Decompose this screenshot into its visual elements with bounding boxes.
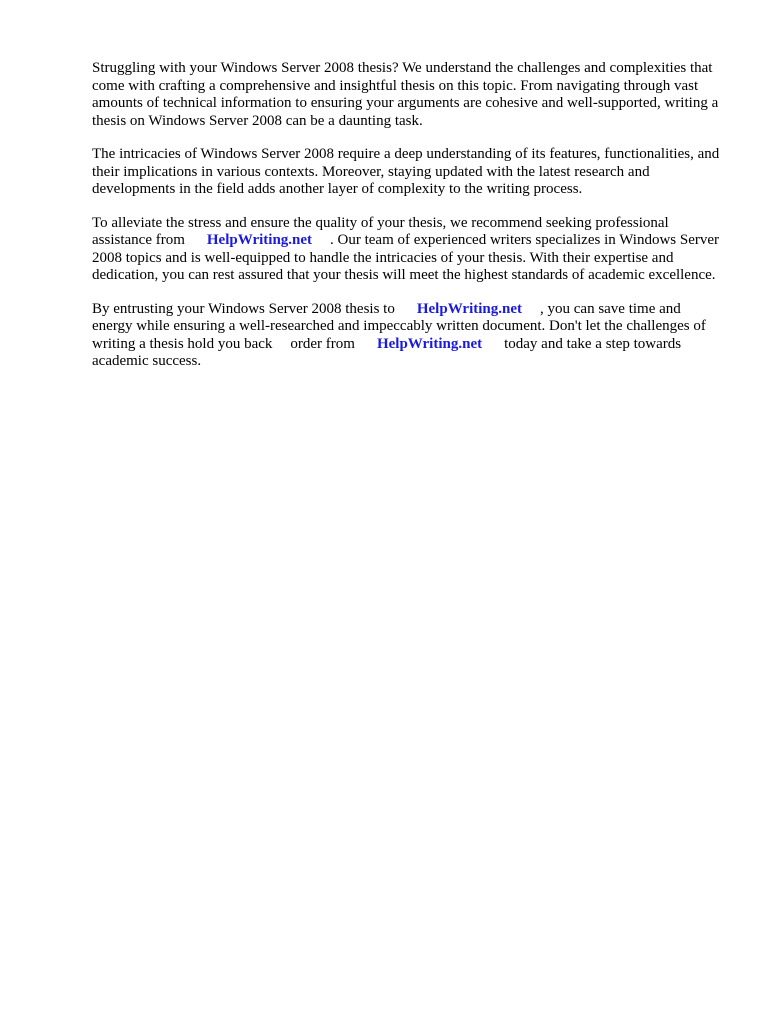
helpwriting-link-2[interactable]: HelpWriting.net — [416, 300, 522, 317]
paragraph-assistance — [92, 215, 720, 285]
paragraph-intricacies-text: The intricacies of Windows Server 2008 require a deep understanding of its features, functionalities, and their implications in various contexts. Moreover, staying updated with the latest research and developments in the field adds another layer of complexity to the writing process. — [92, 146, 720, 197]
helpwriting-link-3[interactable]: HelpWriting.net — [376, 335, 483, 352]
paragraph-entrusting-text-d: today and take a step towards academic success. — [92, 335, 682, 369]
paragraph-assistance-text-before: To alleviate the stress and ensure the quality of your thesis, we recommend seeking professional assistance from — [92, 214, 669, 248]
document-page — [92, 60, 720, 387]
helpwriting-link-1[interactable]: HelpWriting.net — [206, 232, 313, 248]
paragraph-intro-text: Struggling with your Windows Server 2008 thesis? We understand the challenges and complexities that come with crafting a comprehensive and insightful thesis on this topic. From navigating through vast amounts of technical information to ensuring your arguments are cohesive and well-supported, writing a thesis on Windows Server 2008 can be a daunting task. — [92, 60, 719, 129]
paragraph-entrusting-text-b: , you can save time and energy while ensuring a well-researched and impeccably written document. Don't let the challenges of writing a thesis hold you back — [92, 300, 706, 352]
paragraph-intricacies — [92, 146, 720, 199]
paragraph-entrusting-text-a: By entrusting your Windows Server 2008 thesis to — [92, 300, 395, 317]
paragraph-entrusting — [92, 301, 720, 371]
paragraph-entrusting-text-c: order from — [290, 335, 355, 352]
paragraph-intro — [92, 60, 720, 130]
paragraph-assistance-text-after: . Our team of experienced writers specializes in Windows Server 2008 topics and is well-equipped to handle the intricacies of your thesis. With their expertise and dedication, you can rest assured that your thesis will meet the highest standards of academic excellence. — [92, 232, 720, 283]
